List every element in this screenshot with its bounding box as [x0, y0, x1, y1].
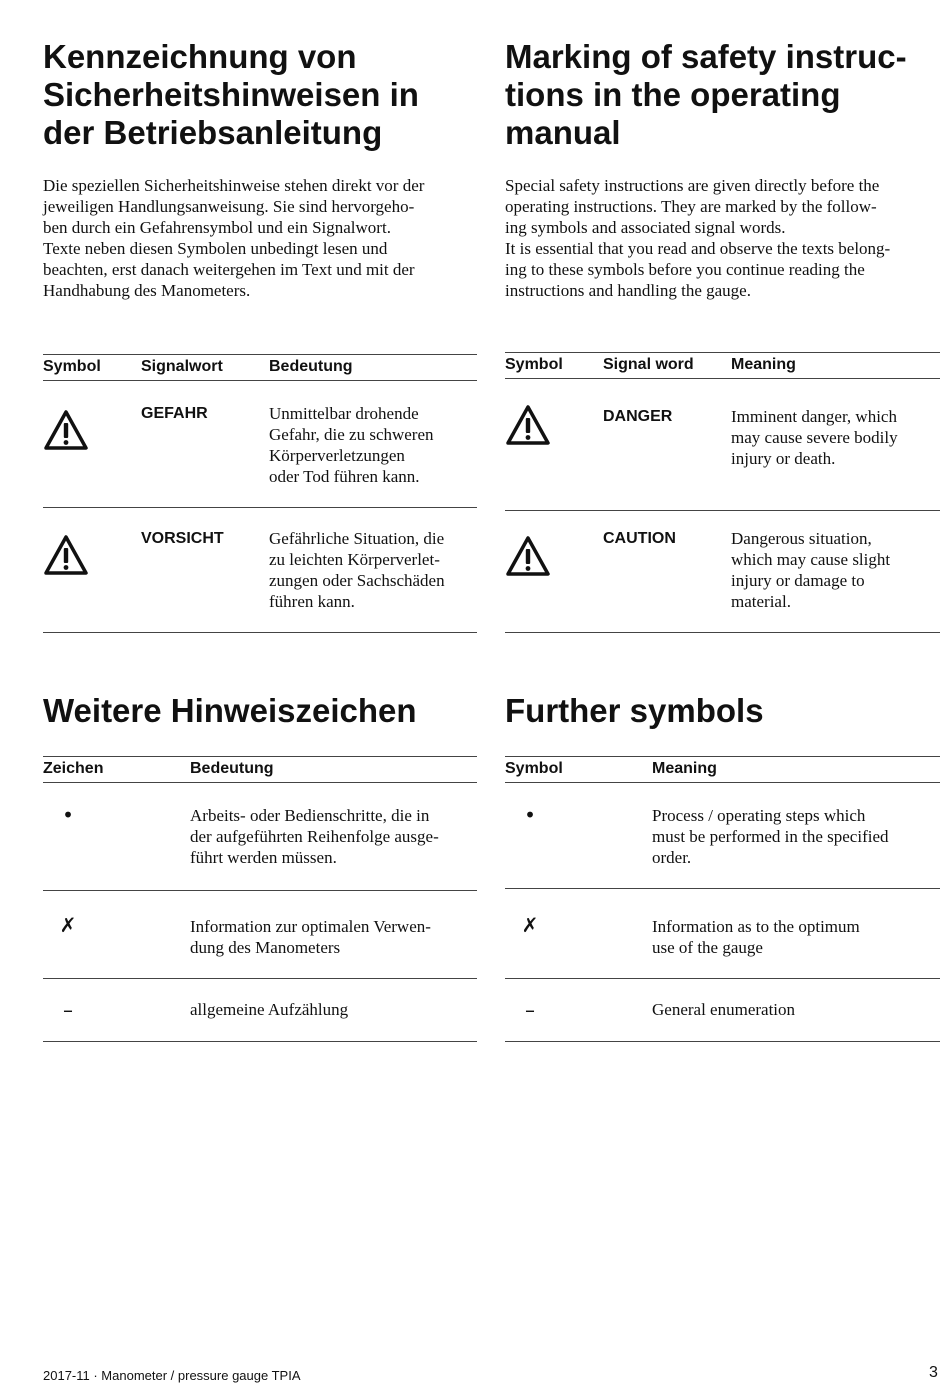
signal-word: CAUTION: [603, 530, 676, 547]
column-header: Bedeutung: [190, 760, 274, 777]
section-title: Weitere Hinweiszeichen: [43, 692, 417, 729]
section-title: Further symbols: [505, 692, 764, 729]
table-rule: [505, 756, 940, 757]
table-rule: [43, 978, 477, 979]
dash-icon: –: [525, 998, 535, 1022]
bullet-icon: •: [62, 803, 74, 827]
table-rule: [505, 510, 940, 511]
table-rule: [505, 378, 940, 379]
column-header: Symbol: [43, 358, 101, 375]
meaning-text: General enumeration: [652, 1000, 796, 1019]
table-rule: [43, 632, 477, 633]
table-rule: [505, 782, 940, 783]
column-header: Signal word: [603, 356, 694, 373]
meaning-text: Unmittelbar drohende Gefahr, die zu schweren Körperverletzungen oder Tod führen kann.: [269, 404, 434, 486]
column-header: Symbol: [505, 356, 563, 373]
warning-triangle-icon: [505, 404, 551, 446]
table-rule: [505, 888, 940, 889]
meaning-text: Dangerous situation, which may cause slight injury or damage to material.: [731, 529, 891, 611]
section-title: Kennzeichnung von Sicherheitshinweisen in der Betriebsanleitung: [43, 38, 419, 151]
table-rule: [43, 890, 477, 891]
column-header: Meaning: [652, 760, 717, 777]
table-rule: [505, 632, 940, 633]
table-rule: [43, 782, 477, 783]
meaning-text: allgemeine Aufzählung: [190, 1000, 349, 1019]
column-header: Bedeutung: [269, 358, 353, 375]
table-rule: [43, 354, 477, 355]
table-rule: [505, 1041, 940, 1042]
meaning-text: Process / operating steps which must be performed in the specified order.: [652, 806, 889, 867]
column-header: Symbol: [505, 760, 563, 777]
table-rule: [43, 756, 477, 757]
page-number: 3: [929, 1364, 938, 1381]
cross-mark-icon: ✗: [521, 913, 539, 937]
signal-word: GEFAHR: [141, 405, 208, 422]
cross-mark-icon: ✗: [59, 913, 77, 937]
meaning-text: Arbeits- oder Bedienschritte, die in der aufgeführten Reihenfolge ausge- führt werden müssen.: [190, 806, 439, 867]
section-title: Marking of safety instruc- tions in the operating manual: [505, 38, 907, 151]
table-rule: [43, 1041, 477, 1042]
table-rule: [505, 352, 940, 353]
meaning-text: Information zur optimalen Verwen- dung des Manometers: [190, 917, 431, 957]
meaning-text: Gefährliche Situation, die zu leichten Körperverlet- zungen oder Sachschäden führen kann.: [269, 529, 445, 611]
column-header: Signalwort: [141, 358, 223, 375]
table-rule: [505, 978, 940, 979]
dash-icon: –: [63, 998, 73, 1022]
signal-word: DANGER: [603, 408, 673, 425]
column-header: Zeichen: [43, 760, 104, 777]
table-rule: [43, 507, 477, 508]
meaning-text: Imminent danger, which may cause severe bodily injury or death.: [731, 407, 898, 468]
page-footer: 2017-11 · Manometer / pressure gauge TPIA: [43, 1368, 301, 1383]
table-rule: [43, 380, 477, 381]
column-header: Meaning: [731, 356, 796, 373]
warning-triangle-icon: [43, 534, 89, 576]
meaning-text: Information as to the optimum use of the gauge: [652, 917, 860, 957]
warning-triangle-icon: [505, 535, 551, 577]
intro-paragraph: Special safety instructions are given directly before the operating instructions. They are marked by the follow- ing symbols and associated signal words. It is essential that you read and observe the texts belong- ing to these symbols before you continue reading the instructions and handling the gauge.: [505, 176, 891, 300]
intro-paragraph: Die speziellen Sicherheitshinweise stehen direkt vor der jeweiligen Handlungsanweisung. Sie sind hervorgeho- ben durch ein Gefahrensymbol und ein Signalwort. Texte neben diesen Symbolen unbedingt lesen und beachten, erst danach weitergehen im Text und mit der Handhabung des Manometers.: [43, 176, 425, 300]
bullet-icon: •: [524, 803, 536, 827]
signal-word: VORSICHT: [141, 530, 224, 547]
warning-triangle-icon: [43, 409, 89, 451]
